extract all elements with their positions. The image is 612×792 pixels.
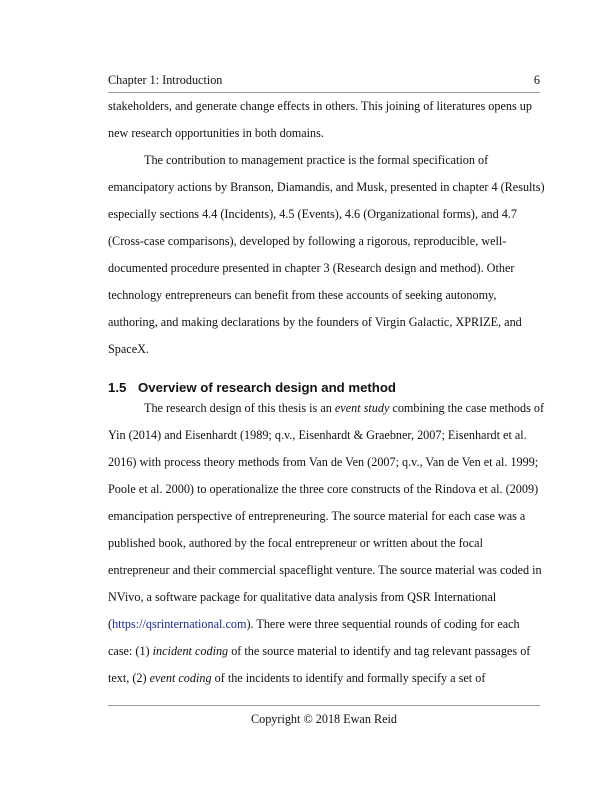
- paragraph-line: 2016) with process theory methods from Van de Ven (2007; q.v., Van de Ven et al. 1999;: [108, 455, 539, 469]
- paragraph-line: emancipation perspective of entrepreneuring. The source material for each case was a: [108, 509, 526, 523]
- emphasis-text: incident coding: [152, 644, 229, 658]
- paragraph-line: [108, 670, 540, 686]
- copyright-footer: Copyright © 2018 Ewan Reid: [250, 712, 398, 726]
- paragraph-line: documented procedure presented in chapter 3 (Research design and method). Other: [108, 261, 515, 275]
- paragraph-line: NVivo, a software package for qualitative data analysis from QSR International: [108, 590, 497, 604]
- emphasis-text: event study: [334, 401, 390, 415]
- text-run: The research design of this thesis is an: [144, 401, 335, 415]
- paragraph-line: entrepreneur and their commercial spaceflight venture. The source material was coded in: [108, 563, 542, 577]
- paragraph-line: SpaceX.: [108, 342, 149, 356]
- paragraph-line: stakeholders, and generate change effects in others. This joining of literatures opens up: [108, 99, 532, 113]
- paragraph-line: Poole et al. 2000) to operationalize the three core constructs of the Rindova et al. (2009): [108, 482, 539, 496]
- paragraph-line: especially sections 4.4 (Incidents), 4.5 (Events), 4.6 (Organizational forms), and 4.7: [108, 207, 517, 221]
- paragraph-line: technology entrepreneurs can benefit from these accounts of seeking autonomy,: [108, 288, 497, 302]
- paragraph-line: authoring, and making declarations by the founders of Virgin Galactic, XPRIZE, and: [108, 315, 522, 329]
- text-run: (: [108, 617, 113, 631]
- paragraph-line: The contribution to management practice is the formal specification of: [144, 153, 489, 167]
- emphasis-text: event coding: [149, 671, 212, 685]
- text-run: combining the case methods of: [389, 401, 545, 415]
- text-run: text, (2): [108, 671, 150, 685]
- paragraph-line: Yin (2014) and Eisenhardt (1989; q.v., Eisenhardt & Graebner, 2007; Eisenhardt et al.: [108, 428, 527, 442]
- text-run: of the incidents to identify and formally specify a set of: [211, 671, 486, 685]
- paragraph-line: [108, 643, 540, 659]
- footer-rule: [108, 705, 540, 706]
- section-number: 1.5: [108, 380, 127, 395]
- section-title: Overview of research design and method: [138, 380, 396, 395]
- qsr-link[interactable]: https://qsrinternational.com: [112, 617, 247, 631]
- paragraph-line: emancipatory actions by Branson, Diamandis, and Musk, presented in chapter 4 (Results): [108, 180, 545, 194]
- section-heading: [108, 379, 396, 397]
- header-rule: [108, 92, 540, 93]
- paragraph-line: [144, 400, 545, 416]
- text-run: of the source material to identify and tag relevant passages of: [228, 644, 531, 658]
- paragraph-line: (Cross-case comparisons), developed by following a rigorous, reproducible, well-: [108, 234, 507, 248]
- text-run: case: (1): [108, 644, 153, 658]
- text-run: ). There were three sequential rounds of coding for each: [246, 617, 520, 631]
- paragraph-line: [108, 616, 540, 632]
- paragraph-line: published book, authored by the focal entrepreneur or written about the focal: [108, 536, 483, 550]
- paragraph-line: new research opportunities in both domains.: [108, 126, 324, 140]
- page-number: 6: [533, 73, 540, 87]
- chapter-title: Chapter 1: Introduction: [108, 73, 223, 87]
- running-header: [108, 72, 540, 88]
